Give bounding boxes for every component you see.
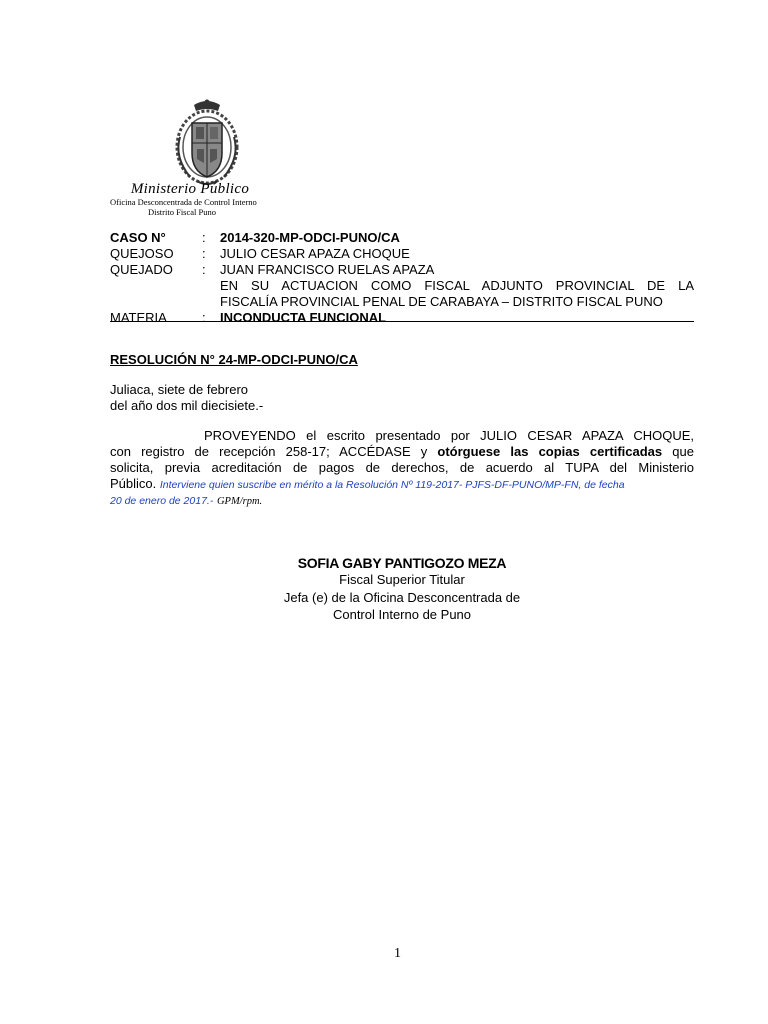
body-initials: GPM/rpm.: [216, 496, 263, 507]
quejado-detail-row-2: [110, 294, 694, 310]
materia-label: MATERIA: [110, 310, 167, 325]
signatory-title-3: Control Interno de Puno: [332, 607, 472, 622]
header-divider: [110, 321, 694, 322]
ministerio-publico-seal-icon: [162, 97, 252, 189]
body-line-4-start: Público.: [110, 476, 157, 491]
body-line-2-end: que: [672, 444, 694, 459]
institution-name: Ministerio Público: [130, 181, 250, 197]
quejado-row: [110, 262, 694, 278]
office-name: Oficina Desconcentrada de Control Interno: [110, 197, 257, 207]
quejado-detail-1: EN SU ACTUACION COMO FISCAL ADJUNTO PROVINCIAL DE LA: [220, 278, 694, 293]
body-note-1: Interviene quien suscribe en mérito a la Resolución Nº 119-2017- PJFS-DF-PUNO/MP-FN, de fecha: [159, 479, 625, 491]
materia-row: [110, 310, 694, 326]
case-label: CASO N°: [110, 230, 166, 245]
date-line-2: del año dos mil diecisiete.-: [110, 398, 264, 413]
body-line-2: [110, 444, 694, 460]
quejoso-row: [110, 246, 694, 262]
signatory-title-1: Fiscal Superior Titular: [339, 572, 465, 587]
quejado-detail-row-1: [110, 278, 694, 294]
case-colon: :: [202, 230, 206, 245]
body-line-2-start: con registro de recepción 258-17; ACCÉDASE y: [110, 444, 428, 459]
quejado-detail-2: FISCALÍA PROVINCIAL PENAL DE CARABAYA – DISTRITO FISCAL PUNO: [220, 294, 663, 309]
case-info-block: [110, 230, 694, 326]
district-name: Distrito Fiscal Puno: [148, 207, 217, 217]
signatory-title-2: Jefa (e) de la Oficina Desconcentrada de: [283, 590, 521, 605]
body-line-1: PROVEYENDO el escrito presentado por JULIO CESAR APAZA CHOQUE,: [204, 428, 694, 443]
signatory-name: SOFIA GABY PANTIGOZO MEZA: [297, 555, 507, 571]
body-line-3: solicita, previa acreditación de pagos de derechos, de acuerdo al TUPA del Ministerio: [110, 460, 694, 475]
quejado-value: JUAN FRANCISCO RUELAS APAZA: [220, 262, 435, 277]
date-line-1: Juliaca, siete de febrero: [110, 382, 249, 397]
body-note-2: 20 de enero de 2017.-: [110, 495, 214, 507]
quejoso-colon: :: [202, 246, 206, 261]
page-number: 1: [394, 946, 401, 961]
body-line-2-bold: otórguese las copias certificadas: [437, 444, 663, 459]
quejoso-label: QUEJOSO: [110, 246, 174, 261]
quejado-label: QUEJADO: [110, 262, 173, 277]
quejado-colon: :: [202, 262, 206, 277]
case-value: 2014-320-MP-ODCI-PUNO/CA: [220, 230, 400, 245]
body-line-5: [110, 492, 694, 508]
quejoso-value: JULIO CESAR APAZA CHOQUE: [220, 246, 410, 261]
case-row: [110, 230, 694, 246]
materia-value: INCONDUCTA FUNCIONAL: [220, 310, 387, 325]
resolution-body: [110, 428, 694, 508]
materia-colon: :: [202, 310, 206, 325]
body-line-4: [110, 476, 694, 492]
resolution-title: RESOLUCIÓN N° 24-MP-ODCI-PUNO/CA: [110, 352, 358, 367]
